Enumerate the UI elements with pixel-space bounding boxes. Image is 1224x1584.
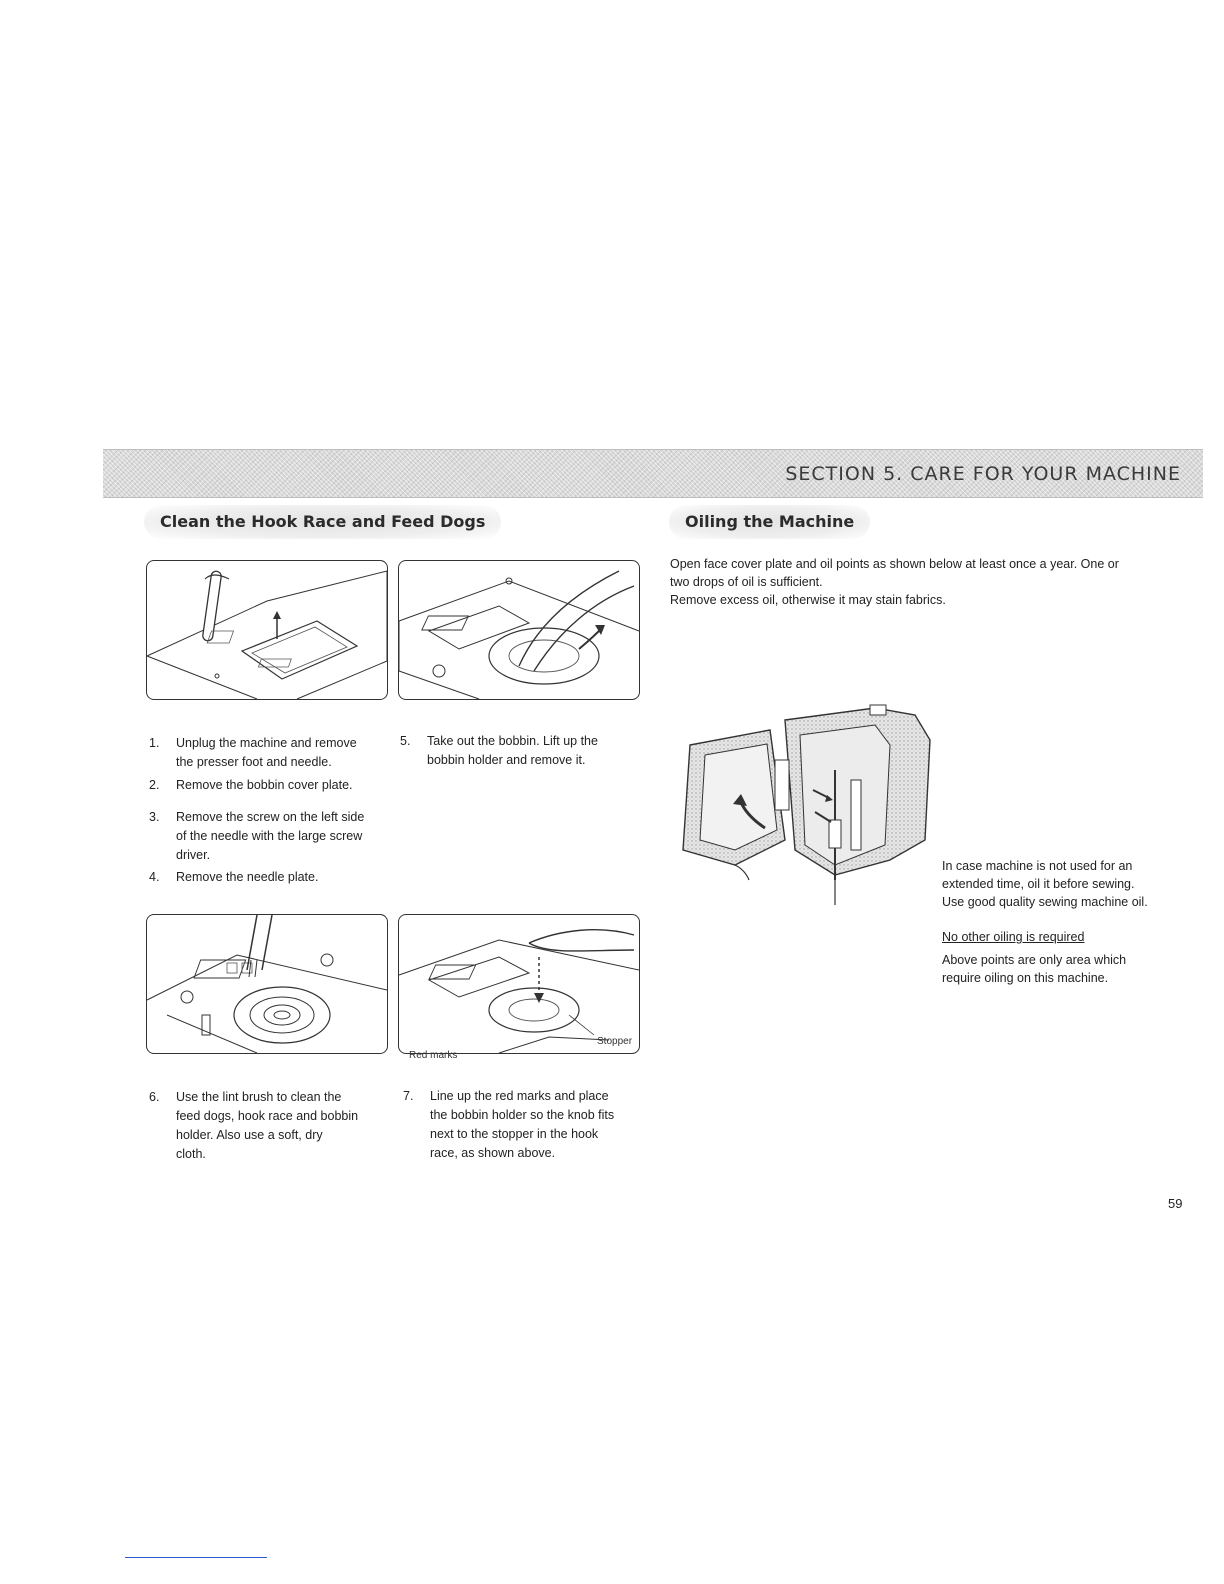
step-6-line-3: holder. Also use a soft, dry <box>176 1128 323 1142</box>
step-3-line-2: of the needle with the large screw <box>176 829 363 843</box>
step-6-number: 6. <box>149 1090 160 1104</box>
step-4 <box>149 868 394 888</box>
oiling-intro <box>670 555 1200 609</box>
step-1 <box>149 734 394 772</box>
oiling-areas-line-2: require oiling on this machine. <box>942 971 1109 985</box>
step-5-line-2: bobbin holder and remove it. <box>427 753 586 767</box>
step-5-line-1: Take out the bobbin. Lift up the <box>427 734 598 748</box>
step-7-line-1: Line up the red marks and place <box>430 1089 609 1103</box>
section-banner <box>103 449 1203 498</box>
figure-lint-brush <box>146 914 388 1054</box>
oiling-intro-line-2: two drops of oil is sufficient. <box>670 575 823 589</box>
step-3-line-3: driver. <box>176 848 211 862</box>
label-red-marks: Red marks <box>409 1050 458 1061</box>
figure-needle-plate-drawing <box>147 561 387 699</box>
step-3 <box>149 808 394 865</box>
step-3-line-1: Remove the screw on the left side <box>176 810 365 824</box>
step-4-line-1: Remove the needle plate. <box>176 870 319 884</box>
figure-machine-face <box>675 700 940 910</box>
title-clean-hook-race: Clean the Hook Race and Feed Dogs <box>144 505 501 539</box>
section-label: SECTION 5. CARE FOR YOUR MACHINE <box>785 463 1181 485</box>
step-7-line-2: the bobbin holder so the knob fits <box>430 1108 615 1122</box>
step-5-number: 5. <box>400 734 411 748</box>
no-other-oiling-heading: No other oiling is required <box>942 930 1085 944</box>
figure-bobbin-removal <box>398 560 640 700</box>
step-6-line-2: feed dogs, hook race and bobbin <box>176 1109 359 1123</box>
label-stopper: Stopper <box>597 1036 633 1047</box>
step-2-line-1: Remove the bobbin cover plate. <box>176 778 353 792</box>
step-6-line-1: Use the lint brush to clean the <box>176 1090 342 1104</box>
oiling-intro-line-1: Open face cover plate and oil points as shown below at least once a year. One or <box>670 557 1119 571</box>
figure-red-marks-drawing <box>399 915 639 1061</box>
step-6 <box>149 1088 394 1164</box>
step-7-line-4: race, as shown above. <box>430 1146 556 1160</box>
step-4-number: 4. <box>149 870 160 884</box>
page-number: 59 <box>1168 1196 1183 1211</box>
step-1-line-1: Unplug the machine and remove <box>176 736 357 750</box>
oiling-note-line-2: extended time, oil it before sewing. <box>942 877 1135 891</box>
figure-red-marks <box>398 914 640 1061</box>
oiling-intro-line-3: Remove excess oil, otherwise it may stain fabrics. <box>670 593 946 607</box>
oiling-areas-text <box>942 951 1182 987</box>
step-2-number: 2. <box>149 778 160 792</box>
oiling-areas-line-1: Above points are only area which <box>942 953 1127 967</box>
step-5 <box>400 732 645 770</box>
figure-bobbin-removal-drawing <box>399 561 639 699</box>
step-6-line-4: cloth. <box>176 1147 206 1161</box>
step-3-number: 3. <box>149 810 160 824</box>
title-oiling-machine: Oiling the Machine <box>669 505 870 539</box>
oiling-note <box>942 857 1182 911</box>
step-7 <box>403 1087 648 1163</box>
step-1-line-2: the presser foot and needle. <box>176 755 332 769</box>
step-2 <box>149 776 394 796</box>
figure-needle-plate <box>146 560 388 700</box>
figure-lint-brush-drawing <box>147 915 387 1053</box>
oiling-note-line-3: Use good quality sewing machine oil. <box>942 895 1148 909</box>
figure-machine-face-drawing <box>675 700 940 910</box>
footer-rule <box>125 1557 267 1558</box>
step-7-number: 7. <box>403 1089 414 1103</box>
step-1-number: 1. <box>149 736 160 750</box>
oiling-note-line-1: In case machine is not used for an <box>942 859 1133 873</box>
step-7-line-3: next to the stopper in the hook <box>430 1127 599 1141</box>
